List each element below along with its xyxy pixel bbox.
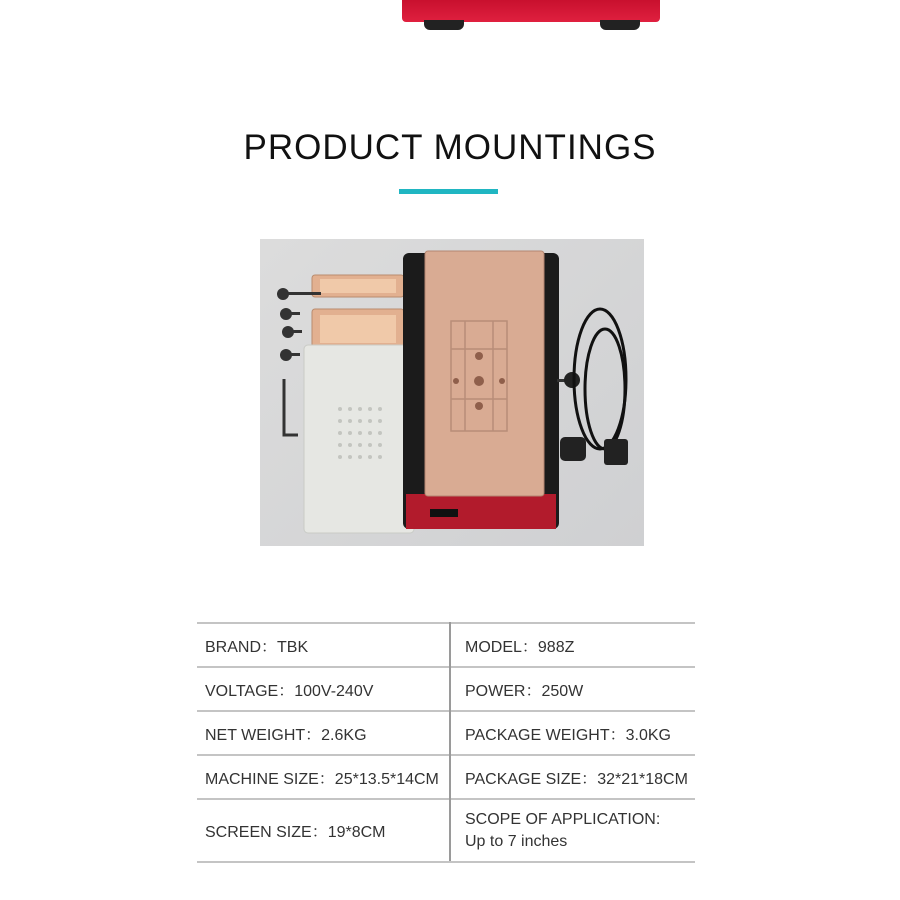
section-title: PRODUCT MOUNTINGS [243, 128, 657, 167]
spec-label: VOLTAGE： [205, 682, 295, 700]
spec-value: Up to 7 inches [465, 832, 568, 850]
spec-value: 100V-240V [294, 682, 374, 700]
product-image-top-cropped [402, 0, 660, 22]
spec-row [197, 667, 695, 711]
device-foot [424, 20, 464, 30]
spec-cell-net-weight [197, 711, 450, 755]
spec-cell-brand [197, 623, 450, 667]
spec-cell-package-weight [450, 711, 695, 755]
spec-cell-package-size [450, 755, 695, 799]
spec-cell-voltage [197, 667, 450, 711]
spec-row [197, 799, 695, 862]
spec-value: 988Z [537, 638, 575, 656]
spec-value: 25*13.5*14CM [334, 770, 439, 788]
title-underline [399, 189, 498, 194]
spec-table [197, 622, 695, 863]
spec-label: PACKAGE WEIGHT： [465, 726, 626, 744]
device-foot [600, 20, 640, 30]
spec-label: BRAND： [205, 638, 278, 656]
spec-label: MODEL： [465, 638, 538, 656]
spec-row [197, 711, 695, 755]
spec-label: NET WEIGHT： [205, 726, 322, 744]
spec-row [197, 623, 695, 667]
spec-value: 32*21*18CM [597, 770, 688, 788]
spec-cell-machine-size [197, 755, 450, 799]
product-mountings-photo [260, 239, 644, 546]
spec-row [197, 755, 695, 799]
spec-value: TBK [277, 638, 309, 656]
spec-value: 2.6KG [321, 726, 367, 744]
spec-value: 250W [541, 682, 584, 700]
spec-cell-scope [450, 799, 695, 862]
spec-label: MACHINE SIZE： [205, 770, 335, 788]
spec-value: 3.0KG [625, 726, 671, 744]
spec-cell-model [450, 623, 695, 667]
spec-value: 19*8CM [327, 824, 386, 841]
spec-cell-power [450, 667, 695, 711]
spec-label: SCREEN SIZE： [205, 824, 328, 841]
spec-label: POWER： [465, 682, 542, 700]
spec-cell-screen-size [197, 799, 450, 862]
spec-label: PACKAGE SIZE： [465, 770, 598, 788]
spec-label: SCOPE OF APPLICATION: [465, 810, 661, 828]
